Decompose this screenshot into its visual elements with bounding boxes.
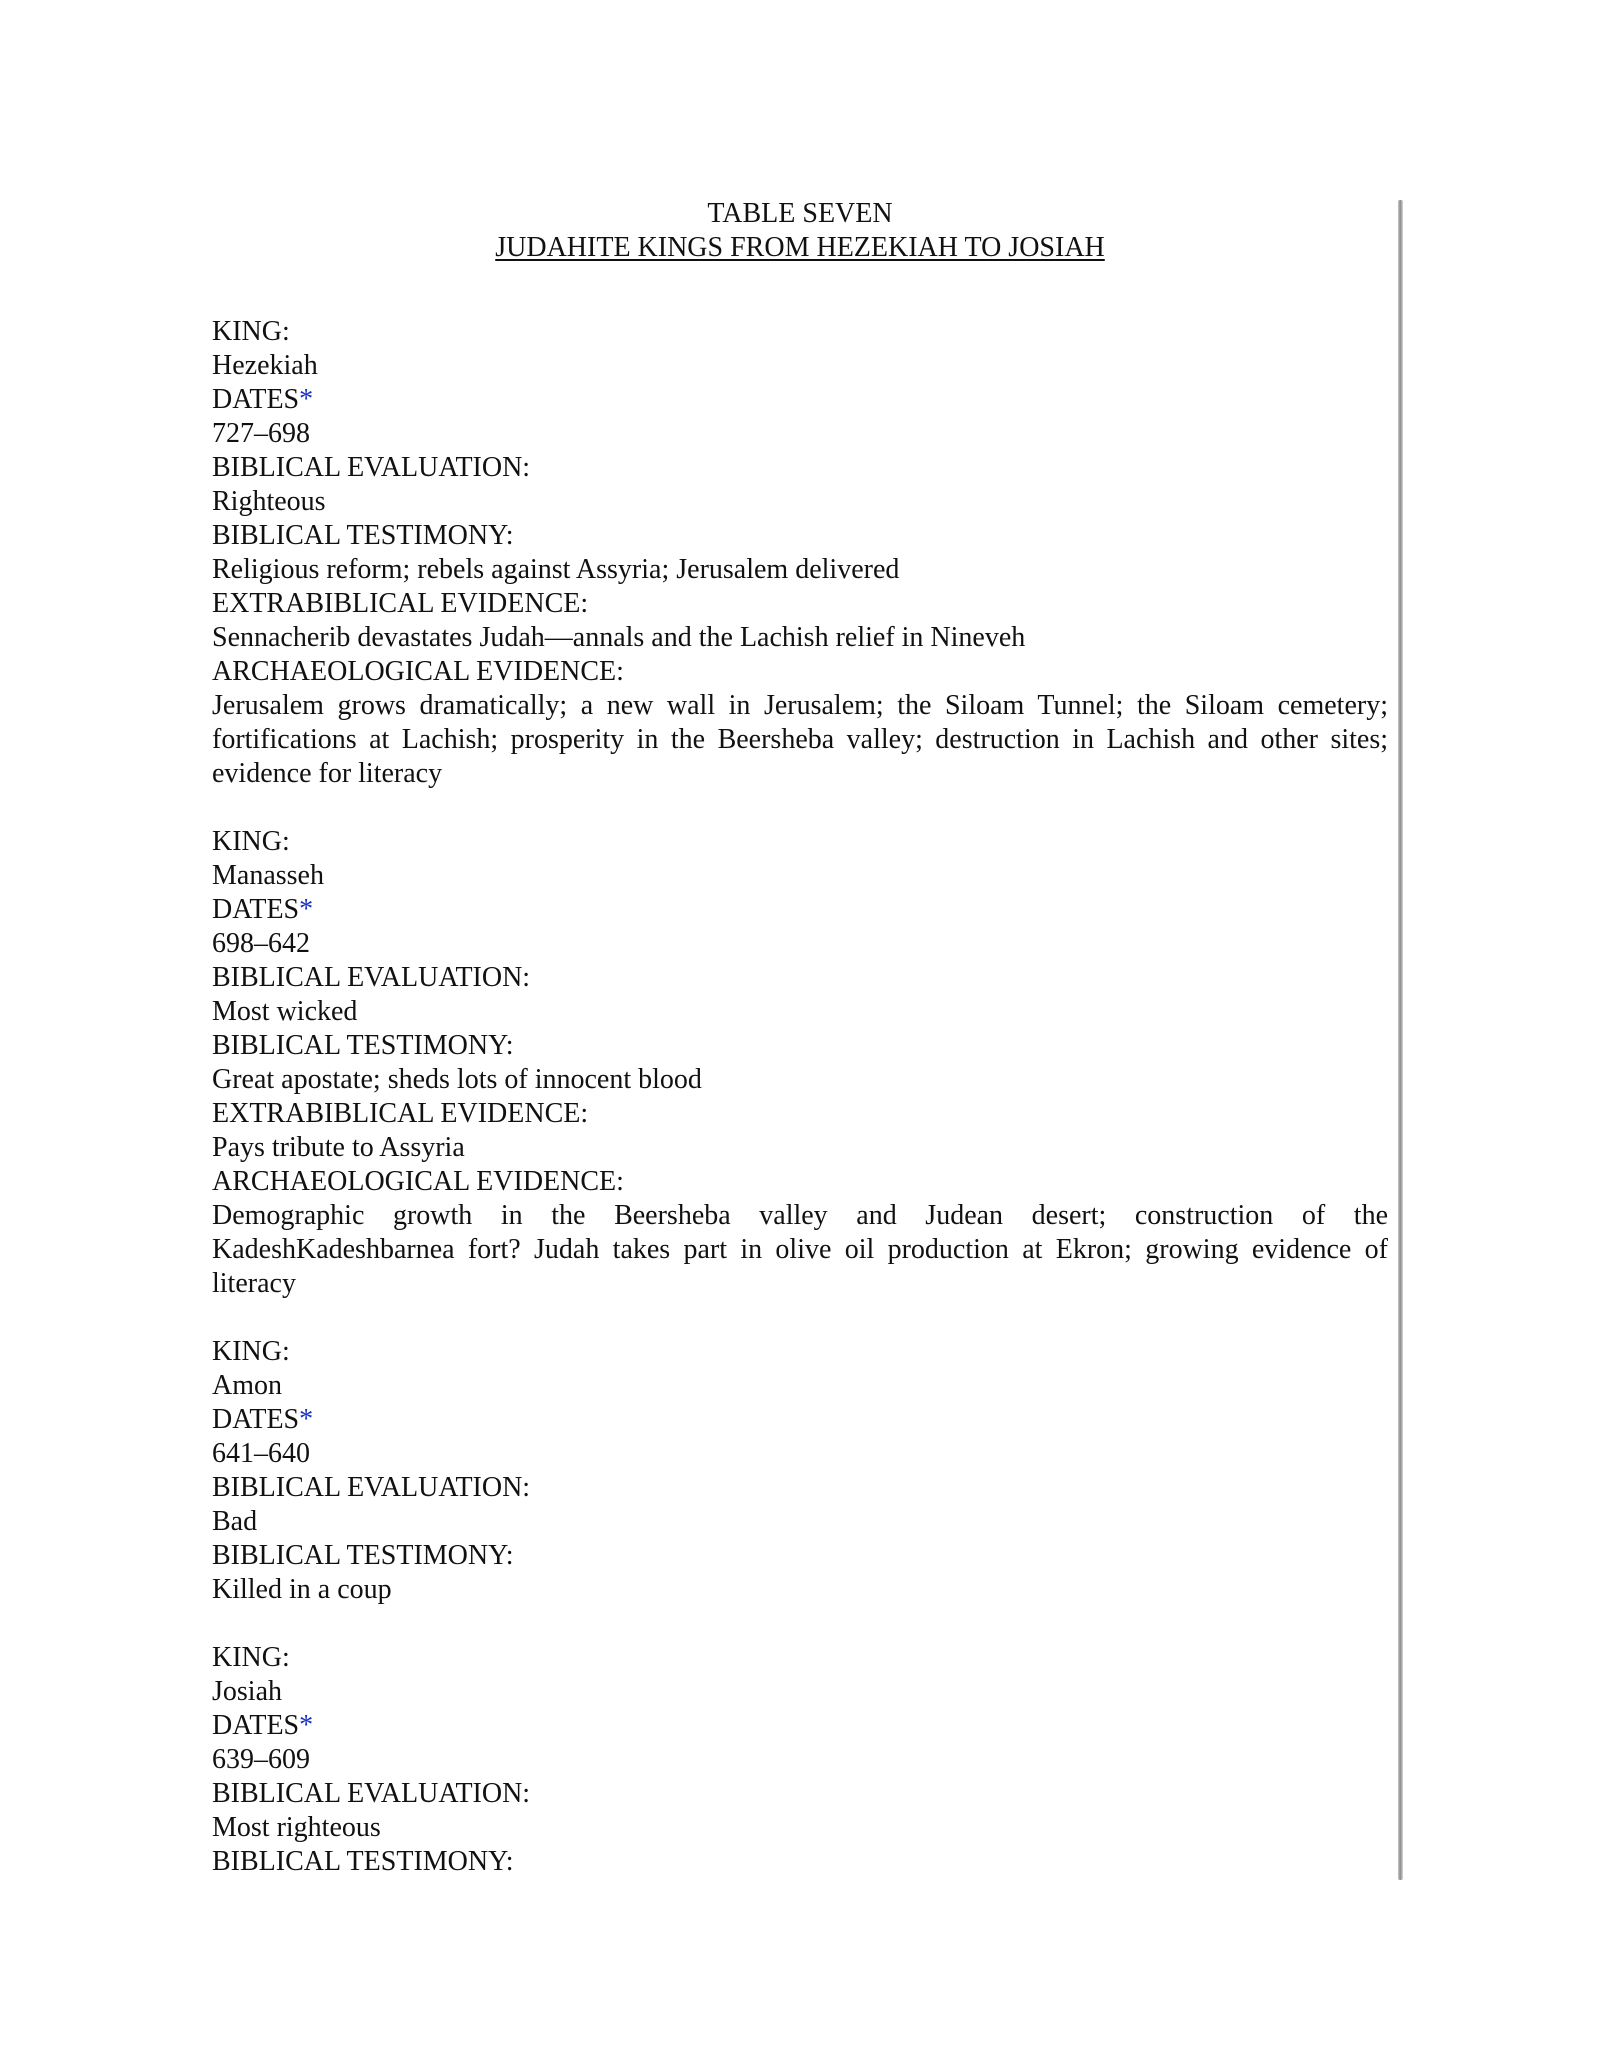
king-testimony: Religious reform; rebels against Assyria; Jerusalem delivered: [212, 554, 900, 585]
king-entry-josiah: [212, 1641, 1388, 1879]
king-dates: 641–640: [212, 1438, 310, 1469]
king-evaluation: Most righteous: [212, 1812, 381, 1843]
dates-footnote-mark[interactable]: *: [299, 384, 314, 415]
king-extrabiblical: Pays tribute to Assyria: [212, 1132, 465, 1163]
extrabiblical-label: EXTRABIBLICAL EVIDENCE:: [212, 1098, 589, 1129]
table-heading: [212, 197, 1388, 265]
archaeological-label: ARCHAEOLOGICAL EVIDENCE:: [212, 656, 624, 687]
table-subtitle: JUDAHITE KINGS FROM HEZEKIAH TO JOSIAH: [495, 232, 1105, 263]
king-archaeological: Demographic growth in the Beersheba valley and Judean desert; construction of the KadeshKadeshbarnea fort? Judah takes part in olive oil production at Ekron; growing evidence of literacy: [212, 1200, 1388, 1299]
dates-label-line: [212, 893, 1388, 927]
dates-label: DATES: [212, 384, 300, 415]
king-dates: 727–698: [212, 418, 310, 449]
testimony-label: BIBLICAL TESTIMONY:: [212, 520, 514, 551]
evaluation-label: BIBLICAL EVALUATION:: [212, 452, 531, 483]
dates-label-line: [212, 1403, 1388, 1437]
extrabiblical-label: EXTRABIBLICAL EVIDENCE:: [212, 588, 589, 619]
testimony-label: BIBLICAL TESTIMONY:: [212, 1846, 514, 1877]
evaluation-label: BIBLICAL EVALUATION:: [212, 962, 531, 993]
dates-label: DATES: [212, 894, 300, 925]
king-extrabiblical: Sennacherib devastates Judah—annals and the Lachish relief in Nineveh: [212, 622, 1026, 653]
king-dates: 639–609: [212, 1744, 310, 1775]
king-name: Josiah: [212, 1676, 282, 1707]
document-body: [212, 197, 1388, 1913]
king-testimony: Killed in a coup: [212, 1574, 392, 1605]
page-edge-rule: [1398, 200, 1403, 1880]
dates-label-line: [212, 1709, 1388, 1743]
king-testimony: Great apostate; sheds lots of innocent blood: [212, 1064, 702, 1095]
king-name: Amon: [212, 1370, 282, 1401]
king-label: KING:: [212, 316, 290, 347]
dates-label: DATES: [212, 1404, 300, 1435]
king-evaluation: Most wicked: [212, 996, 358, 1027]
king-archaeological: Jerusalem grows dramatically; a new wall in Jerusalem; the Siloam Tunnel; the Siloam cemetery; fortifications at Lachish; prosperity in the Beersheba valley; destruction in Lachish and other sites; evidence for literacy: [212, 690, 1388, 789]
testimony-label: BIBLICAL TESTIMONY:: [212, 1030, 514, 1061]
king-evaluation: Righteous: [212, 486, 326, 517]
king-evaluation: Bad: [212, 1506, 258, 1537]
table-title: TABLE SEVEN: [707, 198, 893, 229]
king-label: KING:: [212, 1642, 290, 1673]
king-label: KING:: [212, 1336, 290, 1367]
king-entry-amon: [212, 1335, 1388, 1607]
dates-label: DATES: [212, 1710, 300, 1741]
evaluation-label: BIBLICAL EVALUATION:: [212, 1778, 531, 1809]
dates-label-line: [212, 383, 1388, 417]
king-entry-manasseh: [212, 825, 1388, 1301]
king-entry-hezekiah: [212, 315, 1388, 791]
evaluation-label: BIBLICAL EVALUATION:: [212, 1472, 531, 1503]
dates-footnote-mark[interactable]: *: [299, 1404, 314, 1435]
dates-footnote-mark[interactable]: *: [299, 894, 314, 925]
dates-footnote-mark[interactable]: *: [299, 1710, 314, 1741]
king-name: Manasseh: [212, 860, 324, 891]
testimony-label: BIBLICAL TESTIMONY:: [212, 1540, 514, 1571]
archaeological-label: ARCHAEOLOGICAL EVIDENCE:: [212, 1166, 624, 1197]
king-dates: 698–642: [212, 928, 310, 959]
king-name: Hezekiah: [212, 350, 318, 381]
king-label: KING:: [212, 826, 290, 857]
